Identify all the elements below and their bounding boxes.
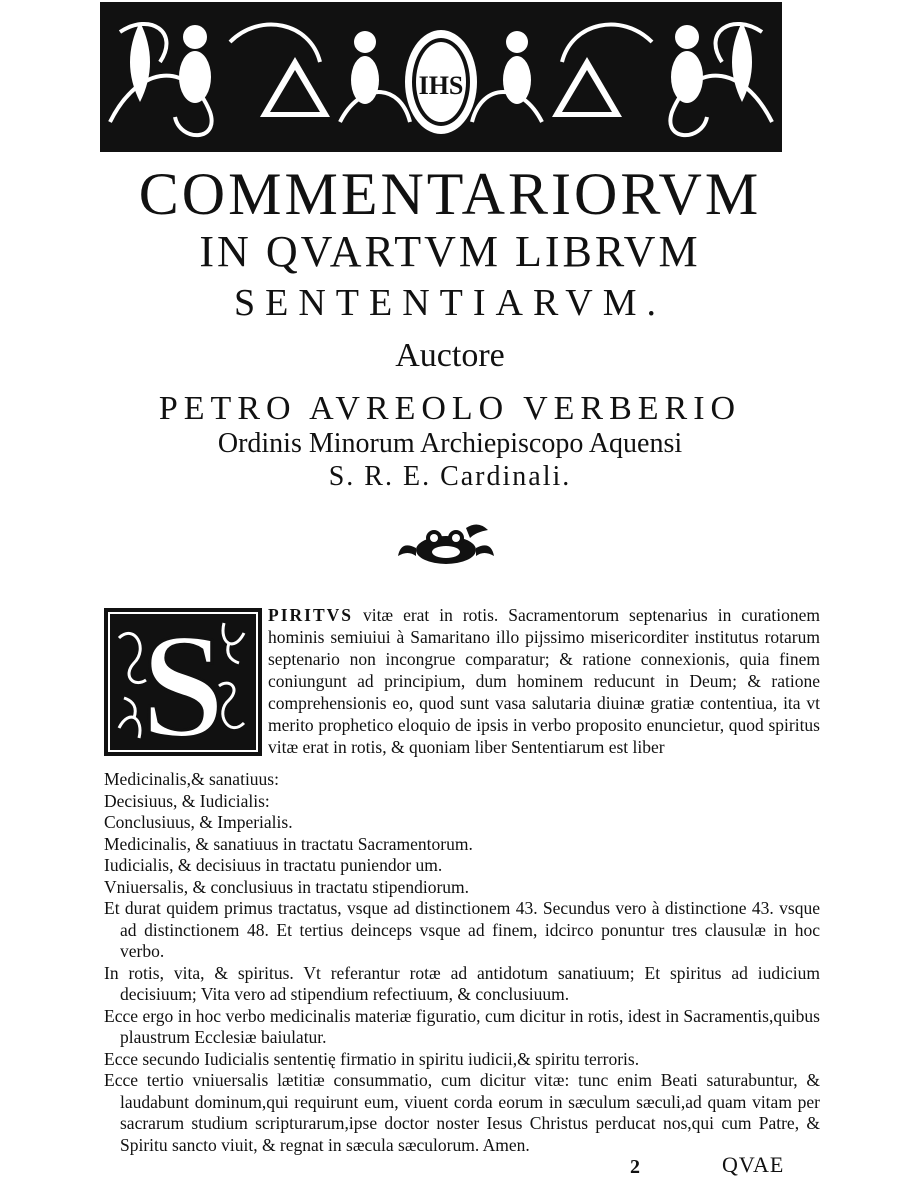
body-line: Vniuersalis, & conclusiuus in tractatu stipendiorum. [104,876,470,897]
body-line: Medicinalis,& sanatiuus: [104,769,279,789]
body-line: Medicinalis, & sanatiuus in tractatu Sacramentorum. [104,833,473,854]
decorated-initial-s-icon [104,608,262,756]
body-line: Ecce secundo Iudicialis sententię firmatio in spiritu iudicii,& spiritu terroris. [104,1048,640,1069]
ihs-monogram: IHS [418,71,464,100]
author-role: Ordinis Minorum Archiepiscopo Aquensi [217,428,683,459]
body-text [104,769,820,1156]
author-intro: Auctore [395,337,505,374]
title-line-3: SENTENTIARVM. [234,282,666,324]
body-line: Iudicialis, & decisiuus in tractatu puniendor um. [104,855,443,875]
body-line: Decisiuus, & Iudicialis: [104,790,270,811]
author-title: S. R. E. Cardinali. [328,461,572,492]
body-line: Ecce tertio vniuersalis lætitiæ consummatio, cum dicitur vitæ: tunc enim Beati saturabuntur, & laudabunt dominum,qui requirunt eum, viuent corda eorum in sæculum sæculi,ad quam vitam per sacrarum studium scripturarum,ipse doctor noster Iesus Christus perducat nos,qui cum Patre, & Spiritu sancto viuit, & regnat in sæcula sæculorum. Amen. [104,1070,820,1155]
ornamental-headpiece-icon [100,2,782,152]
title-line-2: IN QVARTVM LIBRVM [199,227,701,276]
page-number: 2 [630,1156,640,1178]
body-line: In rotis, vita, & spiritus. Vt referantur rotæ ad antidotum sanatiuum; Et spiritus ad iudicium decisiuum; Vita vero ad stipendium refectiuum, & conclusiuum. [104,962,820,1004]
body-line: Conclusiuus, & Imperialis. [104,812,293,832]
author-name: PETRO AVREOLO VERBERIO [158,390,742,427]
body-line: Ecce ergo in hoc verbo medicinalis materiæ figuratio, cum dicitur in rotis, idest in Sacramentis,quibus plaustrum Ecclesiæ baiulatur. [104,1005,820,1047]
intro-lead-word: PIRITVS [268,605,353,625]
catchword: QVAE [722,1152,785,1177]
intro-text: vitæ erat in rotis. Sacramentorum septenarius in curationem hominis semiuiui à Samaritano illo pijssimo misericorditer institutus rotarum septenario non incongrue comparatur; & ratione connexionis, quia finem coniungunt ad principium, dum hominem reducunt in Deum; & ratione comprehensionis eo, quod sunt vasa salutaria diuinæ gratiæ contentiua, ita vt merito prophetico eloquio de ipsis in verbo proposito enuncietur, quod spiritus vitæ erat in rotis, & quoniam liber Sententiarum est liber [268,605,820,757]
cherub-fleuron-icon [396,520,496,576]
title-line-1: COMMENTARIORVM [138,161,762,227]
initial-letter: S [141,608,225,756]
body-line: Et durat quidem primus tractatus, vsque ad distinctionem 43. Secundus vero à distinctione 43. vsque ad distinctionem 48. Et tertius deinceps vsque ad finem, idcirco ponuntur tres clausulæ in hoc verbo. [104,898,820,961]
intro-paragraph [268,604,820,758]
